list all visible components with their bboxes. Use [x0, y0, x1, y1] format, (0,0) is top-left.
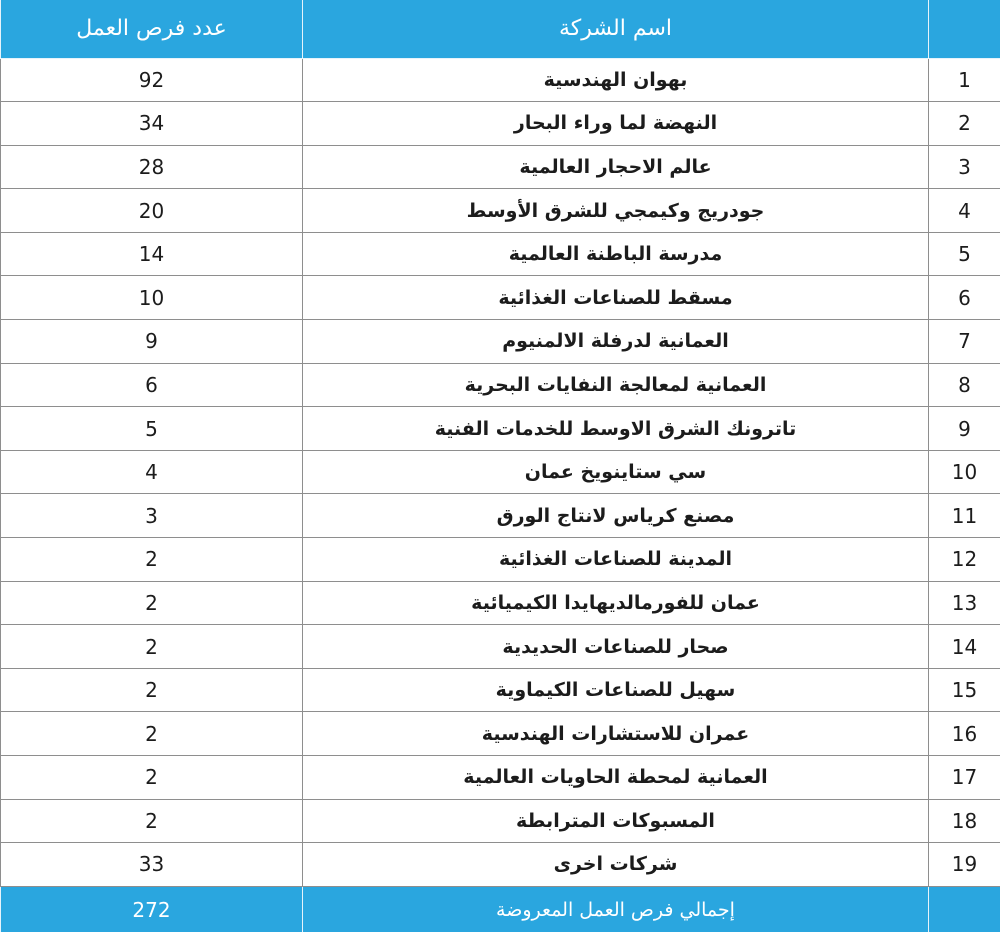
company-name-cell: العمانية لدرفلة الالمنيوم	[303, 320, 929, 364]
row-index-cell: 9	[929, 407, 1000, 451]
job-count-cell: 4	[1, 450, 303, 494]
header-index	[929, 0, 1000, 58]
company-name-cell: عمران للاستشارات الهندسية	[303, 712, 929, 756]
total-index-cell	[929, 886, 1000, 932]
table-row	[1, 494, 1000, 538]
header-row	[1, 0, 1000, 58]
job-count-cell: 2	[1, 799, 303, 843]
job-count-cell: 28	[1, 145, 303, 189]
job-count-cell: 2	[1, 756, 303, 800]
row-index-cell: 5	[929, 232, 1000, 276]
table-row	[1, 756, 1000, 800]
row-index-cell: 2	[929, 102, 1000, 146]
job-count-cell: 6	[1, 363, 303, 407]
job-count-cell: 2	[1, 712, 303, 756]
table-row	[1, 102, 1000, 146]
table-row	[1, 450, 1000, 494]
table-row	[1, 668, 1000, 712]
company-name-cell: سهيل للصناعات الكيماوية	[303, 668, 929, 712]
row-index-cell: 17	[929, 756, 1000, 800]
table-row	[1, 276, 1000, 320]
table-row	[1, 232, 1000, 276]
job-count-cell: 92	[1, 58, 303, 102]
row-index-cell: 6	[929, 276, 1000, 320]
table-row	[1, 712, 1000, 756]
company-name-cell: صحار للصناعات الحديدية	[303, 625, 929, 669]
table-row	[1, 843, 1000, 887]
job-count-cell: 2	[1, 538, 303, 582]
total-label: إجمالي فرص العمل المعروضة	[303, 886, 929, 932]
row-index-cell: 7	[929, 320, 1000, 364]
table-row	[1, 363, 1000, 407]
job-count-cell: 14	[1, 232, 303, 276]
company-name-cell: العمانية لمحطة الحاويات العالمية	[303, 756, 929, 800]
company-name-cell: شركات اخرى	[303, 843, 929, 887]
row-index-cell: 19	[929, 843, 1000, 887]
company-name-cell: عالم الاحجار العالمية	[303, 145, 929, 189]
job-count-cell: 3	[1, 494, 303, 538]
job-count-cell: 2	[1, 668, 303, 712]
row-index-cell: 8	[929, 363, 1000, 407]
job-count-cell: 9	[1, 320, 303, 364]
company-name-cell: النهضة لما وراء البحار	[303, 102, 929, 146]
job-count-cell: 2	[1, 581, 303, 625]
company-name-cell: مصنع كرياس لانتاج الورق	[303, 494, 929, 538]
company-name-cell: المسبوكات المترابطة	[303, 799, 929, 843]
row-index-cell: 12	[929, 538, 1000, 582]
company-name-cell: بهوان الهندسية	[303, 58, 929, 102]
header-job-count: عدد فرص العمل	[1, 0, 303, 58]
job-count-cell: 2	[1, 625, 303, 669]
job-count-cell: 33	[1, 843, 303, 887]
row-index-cell: 10	[929, 450, 1000, 494]
table-row	[1, 581, 1000, 625]
row-index-cell: 3	[929, 145, 1000, 189]
table-row	[1, 320, 1000, 364]
company-name-cell: مسقط للصناعات الغذائية	[303, 276, 929, 320]
company-name-cell: تاترونك الشرق الاوسط للخدمات الفنية	[303, 407, 929, 451]
total-job-count: 272	[1, 886, 303, 932]
company-name-cell: مدرسة الباطنة العالمية	[303, 232, 929, 276]
table-row	[1, 58, 1000, 102]
table-row	[1, 625, 1000, 669]
total-row	[1, 886, 1000, 932]
row-index-cell: 1	[929, 58, 1000, 102]
company-name-cell: المدينة للصناعات الغذائية	[303, 538, 929, 582]
job-count-cell: 34	[1, 102, 303, 146]
job-count-cell: 10	[1, 276, 303, 320]
company-name-cell: جودريج وكيمجي للشرق الأوسط	[303, 189, 929, 233]
table-row	[1, 407, 1000, 451]
row-index-cell: 13	[929, 581, 1000, 625]
row-index-cell: 18	[929, 799, 1000, 843]
table-row	[1, 538, 1000, 582]
job-count-cell: 20	[1, 189, 303, 233]
job-count-cell: 5	[1, 407, 303, 451]
row-index-cell: 16	[929, 712, 1000, 756]
row-index-cell: 4	[929, 189, 1000, 233]
table-row	[1, 189, 1000, 233]
company-name-cell: سي ستاينويخ عمان	[303, 450, 929, 494]
table-row	[1, 799, 1000, 843]
row-index-cell: 14	[929, 625, 1000, 669]
company-name-cell: عمان للفورمالديهايدا الكيميائية	[303, 581, 929, 625]
row-index-cell: 15	[929, 668, 1000, 712]
company-name-cell: العمانية لمعالجة النفايات البحرية	[303, 363, 929, 407]
row-index-cell: 11	[929, 494, 1000, 538]
header-company-name: اسم الشركة	[303, 0, 929, 58]
table-row	[1, 145, 1000, 189]
